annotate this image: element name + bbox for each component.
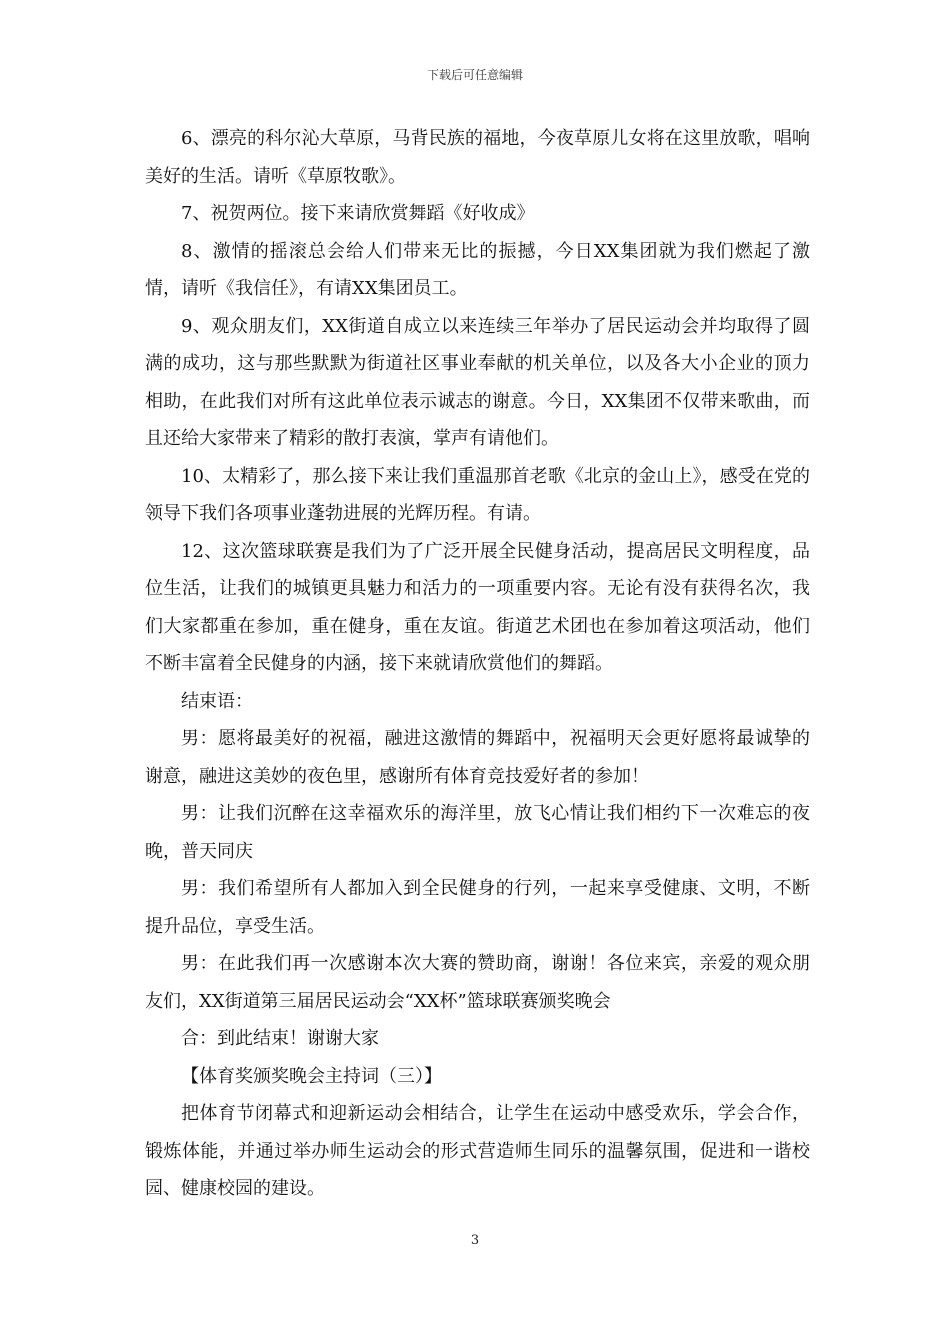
paragraph-item-12: 12、这次篮球联赛是我们为了广泛开展全民健身活动，提高居民文明程度，品位生活，让我们的城镇更具魅力和活力的一项重要内容。无论有没有获得名次，我们大家都重在参加，重在健身，重在友谊。街道艺术团也在参加着这项活动，他们不断丰富着全民健身的内涵，接下来就请欣赏他们的舞蹈。 [145,540,810,674]
closing-line-1: 男：愿将最美好的祝福，融进这激情的舞蹈中，祝福明天会更好愿将最诚挚的谢意，融进这美妙的夜色里，感谢所有体育竞技爱好者的参加！ [145,728,810,787]
paragraph-item-9: 9、观众朋友们，XX街道自成立以来连续三年举办了居民运动会并均取得了圆满的成功，这与那些默默为街道社区事业奉献的机关单位，以及各大小企业的顶力相助，在此我们对所有这此单位表示诚志的谢意。今日，XX集团不仅带来歌曲，而且还给大家带来了精彩的散打表演，掌声有请他们。 [145,315,810,449]
closing-line-3: 男：我们希望所有人都加入到全民健身的行列，一起来享受健康、文明，不断提升品位，享受生活。 [145,878,810,937]
closing-line-5: 合：到此结束！谢谢大家 [181,1028,379,1049]
paragraph-item-6: 6、漂亮的科尔沁大草原，马背民族的福地，今夜草原儿女将在这里放歌，唱响美好的生活。请听《草原牧歌》。 [145,128,810,187]
closing-line-4: 男：在此我们再一次感谢本次大赛的赞助商，谢谢！各位来宾，亲爱的观众朋友们，XX街道第三届居民运动会“XX杯”篮球联赛颁奖晚会 [145,953,810,1012]
closing-line-2: 男：让我们沉醉在这幸福欢乐的海洋里，放飞心情让我们相约下一次难忘的夜晚，普天同庆 [145,803,810,862]
document-body [145,120,810,1208]
paragraph-item-7: 7、祝贺两位。接下来请欣赏舞蹈《好收成》 [181,203,535,224]
page-number: 3 [470,1233,480,1248]
page-header: 下载后可任意编辑 [426,68,523,82]
paragraph-item-8: 8、激情的摇滚总会给人们带来无比的振撼，今日XX集团就为我们燃起了激情，请听《我信任》，有请XX集团员工。 [145,240,810,299]
section-paragraph: 把体育节闭幕式和迎新运动会相结合，让学生在运动中感受欢乐，学会合作，锻炼体能，并通过举办师生运动会的形式营造师生同乐的温馨氛围，促进和一谐校园、健康校园的建设。 [145,1103,810,1199]
paragraph-item-10: 10、太精彩了，那么接下来让我们重温那首老歌《北京的金山上》，感受在党的领导下我们各项事业蓬勃进展的光辉历程。有请。 [145,465,810,524]
closing-heading: 结束语： [181,690,253,712]
section-title: 【体育奖颁奖晚会主持词（三）】 [181,1065,442,1087]
